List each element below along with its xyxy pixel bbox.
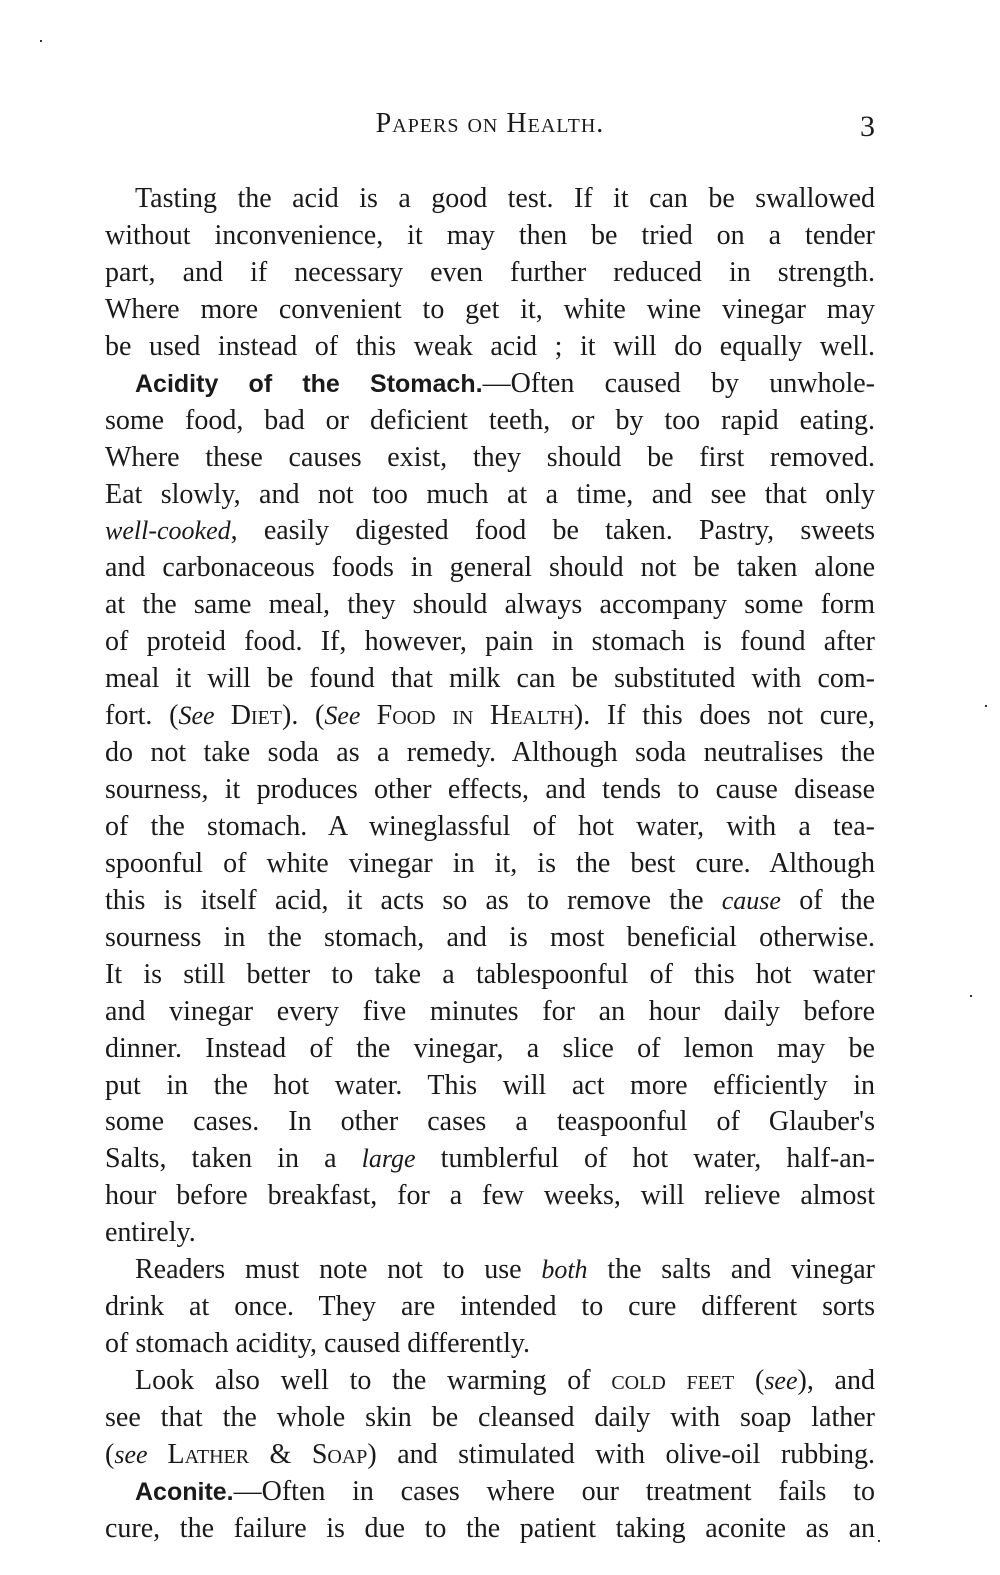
text-run: cure, the failure is due to the patient taking aconite as an [105, 1512, 875, 1544]
text-line [105, 292, 875, 329]
text-run: hour before breakfast, for a few weeks, will relieve almost [105, 1180, 875, 1212]
cross-reference: cold feet [611, 1365, 735, 1396]
page-number: 3 [860, 110, 875, 143]
italic-text: See [178, 701, 231, 731]
text-run: some food, bad or deficient teeth, or by too rapid eating. [105, 404, 875, 436]
text-line [105, 477, 875, 514]
cross-reference: Diet [230, 700, 283, 732]
text-line [105, 1400, 875, 1437]
text-line [105, 1215, 875, 1252]
body-text [105, 181, 875, 1548]
italic-text: cause [721, 885, 781, 915]
text-line [105, 1068, 875, 1105]
text-line [105, 1511, 875, 1548]
text-run: Where more convenient to get it, white wine vinegar may [105, 293, 875, 325]
text-line [105, 366, 875, 403]
text-line [105, 957, 875, 994]
text-run: ) and stimulated with olive-oil rubbing. [367, 1438, 875, 1470]
text-line [105, 1031, 875, 1068]
text-line [105, 883, 875, 920]
text-run: meal it will be found that milk can be substituted with com- [105, 663, 875, 695]
text-run: and carbonaceous foods in general should not be taken alone [105, 552, 875, 584]
text-line [105, 587, 875, 624]
text-run: , easily digested food be taken. Pastry, sweets [230, 515, 875, 547]
text-run: this is itself acid, it acts so as to remove the [105, 884, 722, 916]
text-run: sourness, it produces other effects, and tends to cause disease [105, 774, 875, 805]
entry-heading: Acidity of the Stomach. [135, 369, 483, 398]
text-line [105, 809, 875, 846]
text-line [105, 1178, 875, 1215]
text-line [105, 218, 875, 255]
text-line [105, 1289, 875, 1326]
text-run: of stomach acidity, caused differently. [105, 1328, 531, 1360]
text-run: ( [105, 1438, 115, 1470]
text-run: sourness in the stomach, and is most beneficial otherwise. [105, 921, 875, 953]
text-run: ( [734, 1365, 765, 1396]
text-run: at the same meal, they should always accompany some form [105, 589, 875, 621]
text-line [105, 920, 875, 957]
cross-reference: Food in Health [376, 700, 574, 732]
text-line [105, 994, 875, 1031]
text-run: dinner. Instead of the vinegar, a slice of lemon may be [105, 1032, 875, 1064]
text-line [105, 1141, 875, 1178]
text-line [105, 624, 875, 661]
text-line [105, 698, 875, 735]
text-run: spoonful of white vinegar in it, is the best cure. Although [105, 847, 875, 879]
text-run: ), and [797, 1365, 875, 1396]
text-line [105, 513, 875, 550]
text-line [105, 846, 875, 883]
text-run: ). If this does not cure, [573, 700, 875, 732]
entry-heading: Aconite. [135, 1477, 234, 1506]
text-line [105, 1252, 875, 1289]
scan-speck [985, 705, 987, 707]
text-run: of proteid food. If, however, pain in stomach is found after [105, 626, 875, 658]
italic-text: See [324, 701, 377, 731]
text-line [105, 181, 875, 218]
text-run: Readers must note not to use [135, 1254, 542, 1286]
text-line [105, 329, 875, 366]
text-line [105, 1326, 875, 1363]
text-run: some cases. In other cases a teaspoonful of Glauber's [105, 1106, 875, 1138]
text-line [105, 1437, 875, 1474]
italic-text: see [114, 1439, 168, 1469]
italic-text: well-cooked [105, 516, 231, 546]
text-run: part, and if necessary even further reduced in strength. [105, 256, 875, 288]
running-title: Papers on Health. [375, 108, 605, 139]
text-run: entirely. [105, 1217, 196, 1249]
scan-speck [878, 1540, 880, 1542]
italic-text: both [541, 1255, 588, 1285]
text-run: Tasting the acid is a good test. If it can be swallowed [135, 183, 875, 214]
text-run: drink at once. They are intended to cure different sorts [105, 1291, 875, 1323]
text-line [105, 1363, 875, 1400]
text-line [105, 1474, 875, 1511]
text-line [105, 735, 875, 772]
cross-reference: Lather & Soap [167, 1438, 368, 1470]
text-run: be used instead of this weak acid ; it will do equally well. [105, 330, 875, 362]
text-run: do not take soda as a remedy. Although soda neutralises the [105, 737, 875, 769]
text-run: —Often in cases where our treatment fails to [233, 1475, 875, 1507]
text-run: Where these causes exist, they should be first removed. [105, 441, 875, 473]
text-line [105, 403, 875, 440]
text-run: of the stomach. A wineglassful of hot water, with a tea- [105, 810, 875, 842]
text-run: tumblerful of hot water, half-an- [415, 1143, 876, 1175]
scan-speck [40, 40, 42, 42]
text-run: fort. ( [105, 700, 179, 732]
text-run: Salts, taken in a [105, 1143, 362, 1175]
scan-speck [970, 995, 972, 997]
text-run: of the [780, 884, 875, 916]
text-run: ). ( [282, 700, 325, 732]
text-line [105, 661, 875, 698]
text-run: —Often caused by unwhole- [482, 367, 875, 399]
text-run: the salts and vinegar [587, 1254, 875, 1286]
text-run: It is still better to take a tablespoonful of this hot water [105, 958, 875, 990]
italic-text: see [764, 1366, 798, 1395]
italic-text: large [361, 1144, 416, 1174]
text-line [105, 550, 875, 587]
text-line [105, 1104, 875, 1141]
text-run: Look also well to the warming of [135, 1365, 612, 1396]
text-run: Eat slowly, and not too much at a time, and see that only [105, 478, 875, 510]
text-run: and vinegar every five minutes for an hour daily before [105, 995, 875, 1027]
text-run: put in the hot water. This will act more efficiently in [105, 1069, 875, 1101]
text-line [105, 440, 875, 477]
text-line [105, 255, 875, 292]
text-run: see that the whole skin be cleansed daily with soap lather [105, 1401, 875, 1433]
text-run: without inconvenience, it may then be tried on a tender [105, 219, 875, 251]
text-line [105, 772, 875, 809]
page-header [105, 108, 875, 148]
